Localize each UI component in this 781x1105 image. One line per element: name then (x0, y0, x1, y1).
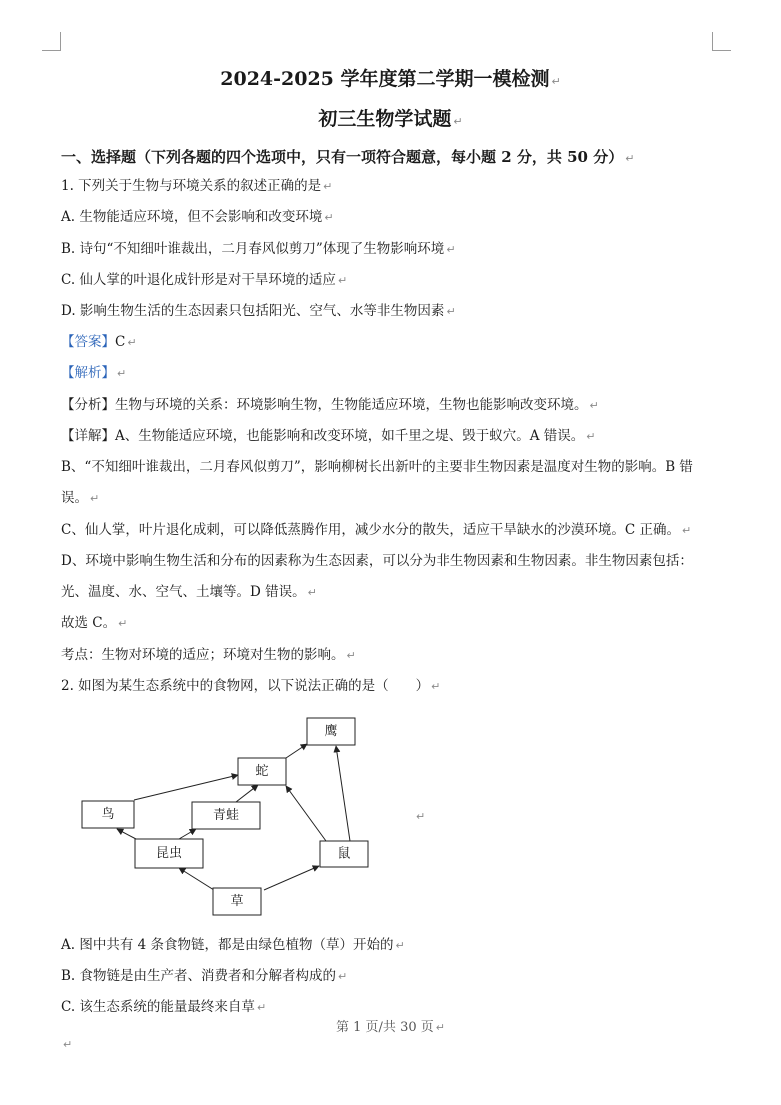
arrow-insect-bird (117, 829, 136, 839)
question-2-option-a: A. 图中共有 4 条食物链，都是由绿色植物（草）开始的 ↵ (61, 937, 405, 953)
node-snake: 蛇 (255, 764, 269, 779)
arrow-grass-insect (179, 868, 214, 890)
question-2-stem: 2. 如图为某生态系统中的食物网，以下说法正确的是（ ） ↵ (61, 678, 441, 694)
answer-tag: 【答案】 (61, 334, 115, 350)
arrow-grass-mouse (264, 866, 319, 890)
food-web-diagram (74, 712, 384, 922)
end-paragraph-mark: ↵ (63, 1038, 73, 1051)
analysis-detail-b-cont: 误。 ↵ (61, 490, 100, 506)
arrow-mouse-eagle (336, 746, 350, 841)
answer-line: 【答案】C ↵ (61, 334, 137, 350)
arrow-snake-eagle (286, 744, 307, 758)
question-2-option-c: C. 该生态系统的能量最终来自草 ↵ (61, 999, 267, 1015)
question-1-stem: 1. 下列关于生物与环境关系的叙述正确的是 ↵ (61, 178, 333, 194)
question-2-option-b: B. 食物链是由生产者、消费者和分解者构成的 ↵ (61, 968, 348, 984)
node-eagle: 鹰 (324, 724, 338, 739)
arrow-mouse-snake (286, 786, 326, 841)
crop-mark-top-right (712, 32, 731, 51)
answer-value: C (115, 334, 126, 350)
kaodian: 考点：生物对环境的适应；环境对生物的影响。 ↵ (61, 647, 356, 663)
question-1-option-b: B. 诗句“不知细叶谁裁出，二月春风似剪刀”体现了生物影响环境 ↵ (61, 241, 456, 257)
question-1-option-a: A. 生物能适应环境，但不会影响和改变环境 ↵ (61, 209, 334, 225)
conclusion: 故选 C。 ↵ (61, 615, 128, 631)
node-mouse: 鼠 (337, 846, 351, 862)
section-heading: 一、选择题（下列各题的四个选项中，只有一项符合题意，每小题 2 分，共 50 分） ↵ (61, 148, 635, 166)
question-1-option-d: D. 影响生物生活的生态因素只包括阳光、空气、水等非生物因素 ↵ (61, 303, 456, 319)
document-subtitle: 初三生物学试题 ↵ (318, 108, 463, 130)
node-bird: 鸟 (101, 807, 115, 822)
arrow-insect-frog (179, 829, 196, 839)
analysis-detail-d-cont: 光、温度、水、空气、土壤等。D 错误。 ↵ (61, 584, 317, 600)
diagram-paragraph-mark: ↵ (416, 810, 426, 823)
analysis-detail-b: B、“不知细叶谁裁出，二月春风似剪刀”，影响柳树长出新叶的主要非生物因素是温度对生物的影响。B 错 (61, 459, 693, 475)
analysis-detail-c: C、仙人掌，叶片退化成刺，可以降低蒸腾作用，减少水分的散失，适应干旱缺水的沙漠环境。C 正确。 ↵ (61, 522, 692, 538)
analysis-fenxi: 【分析】生物与环境的关系：环境影响生物，生物能适应环境，生物也能影响改变环境。 ↵ (61, 397, 599, 413)
node-grass: 草 (230, 894, 244, 909)
node-insect: 昆虫 (155, 846, 183, 861)
analysis-detail-d: D、环境中影响生物生活和分布的因素称为生态因素，可以分为非生物因素和生物因素。非生物因素包括： (61, 553, 693, 569)
analysis-detail-a: 【详解】A、生物能适应环境，也能影响和改变环境，如千里之堤、毁于蚁穴。A 错误。 ↵ (61, 428, 596, 444)
page-footer: 第 1 页/共 30 页 ↵ (336, 1020, 445, 1035)
document-title: 2024-2025 学年度第二学期一模检测 ↵ (220, 68, 561, 90)
arrow-frog-snake (236, 785, 258, 802)
analysis-heading: 【解析】 ↵ (61, 365, 127, 381)
crop-mark-top-left (42, 32, 61, 51)
node-frog: 青蛙 (212, 808, 240, 823)
arrow-bird-snake (134, 775, 238, 800)
question-1-option-c: C. 仙人掌的叶退化成针形是对干旱环境的适应 ↵ (61, 272, 348, 288)
